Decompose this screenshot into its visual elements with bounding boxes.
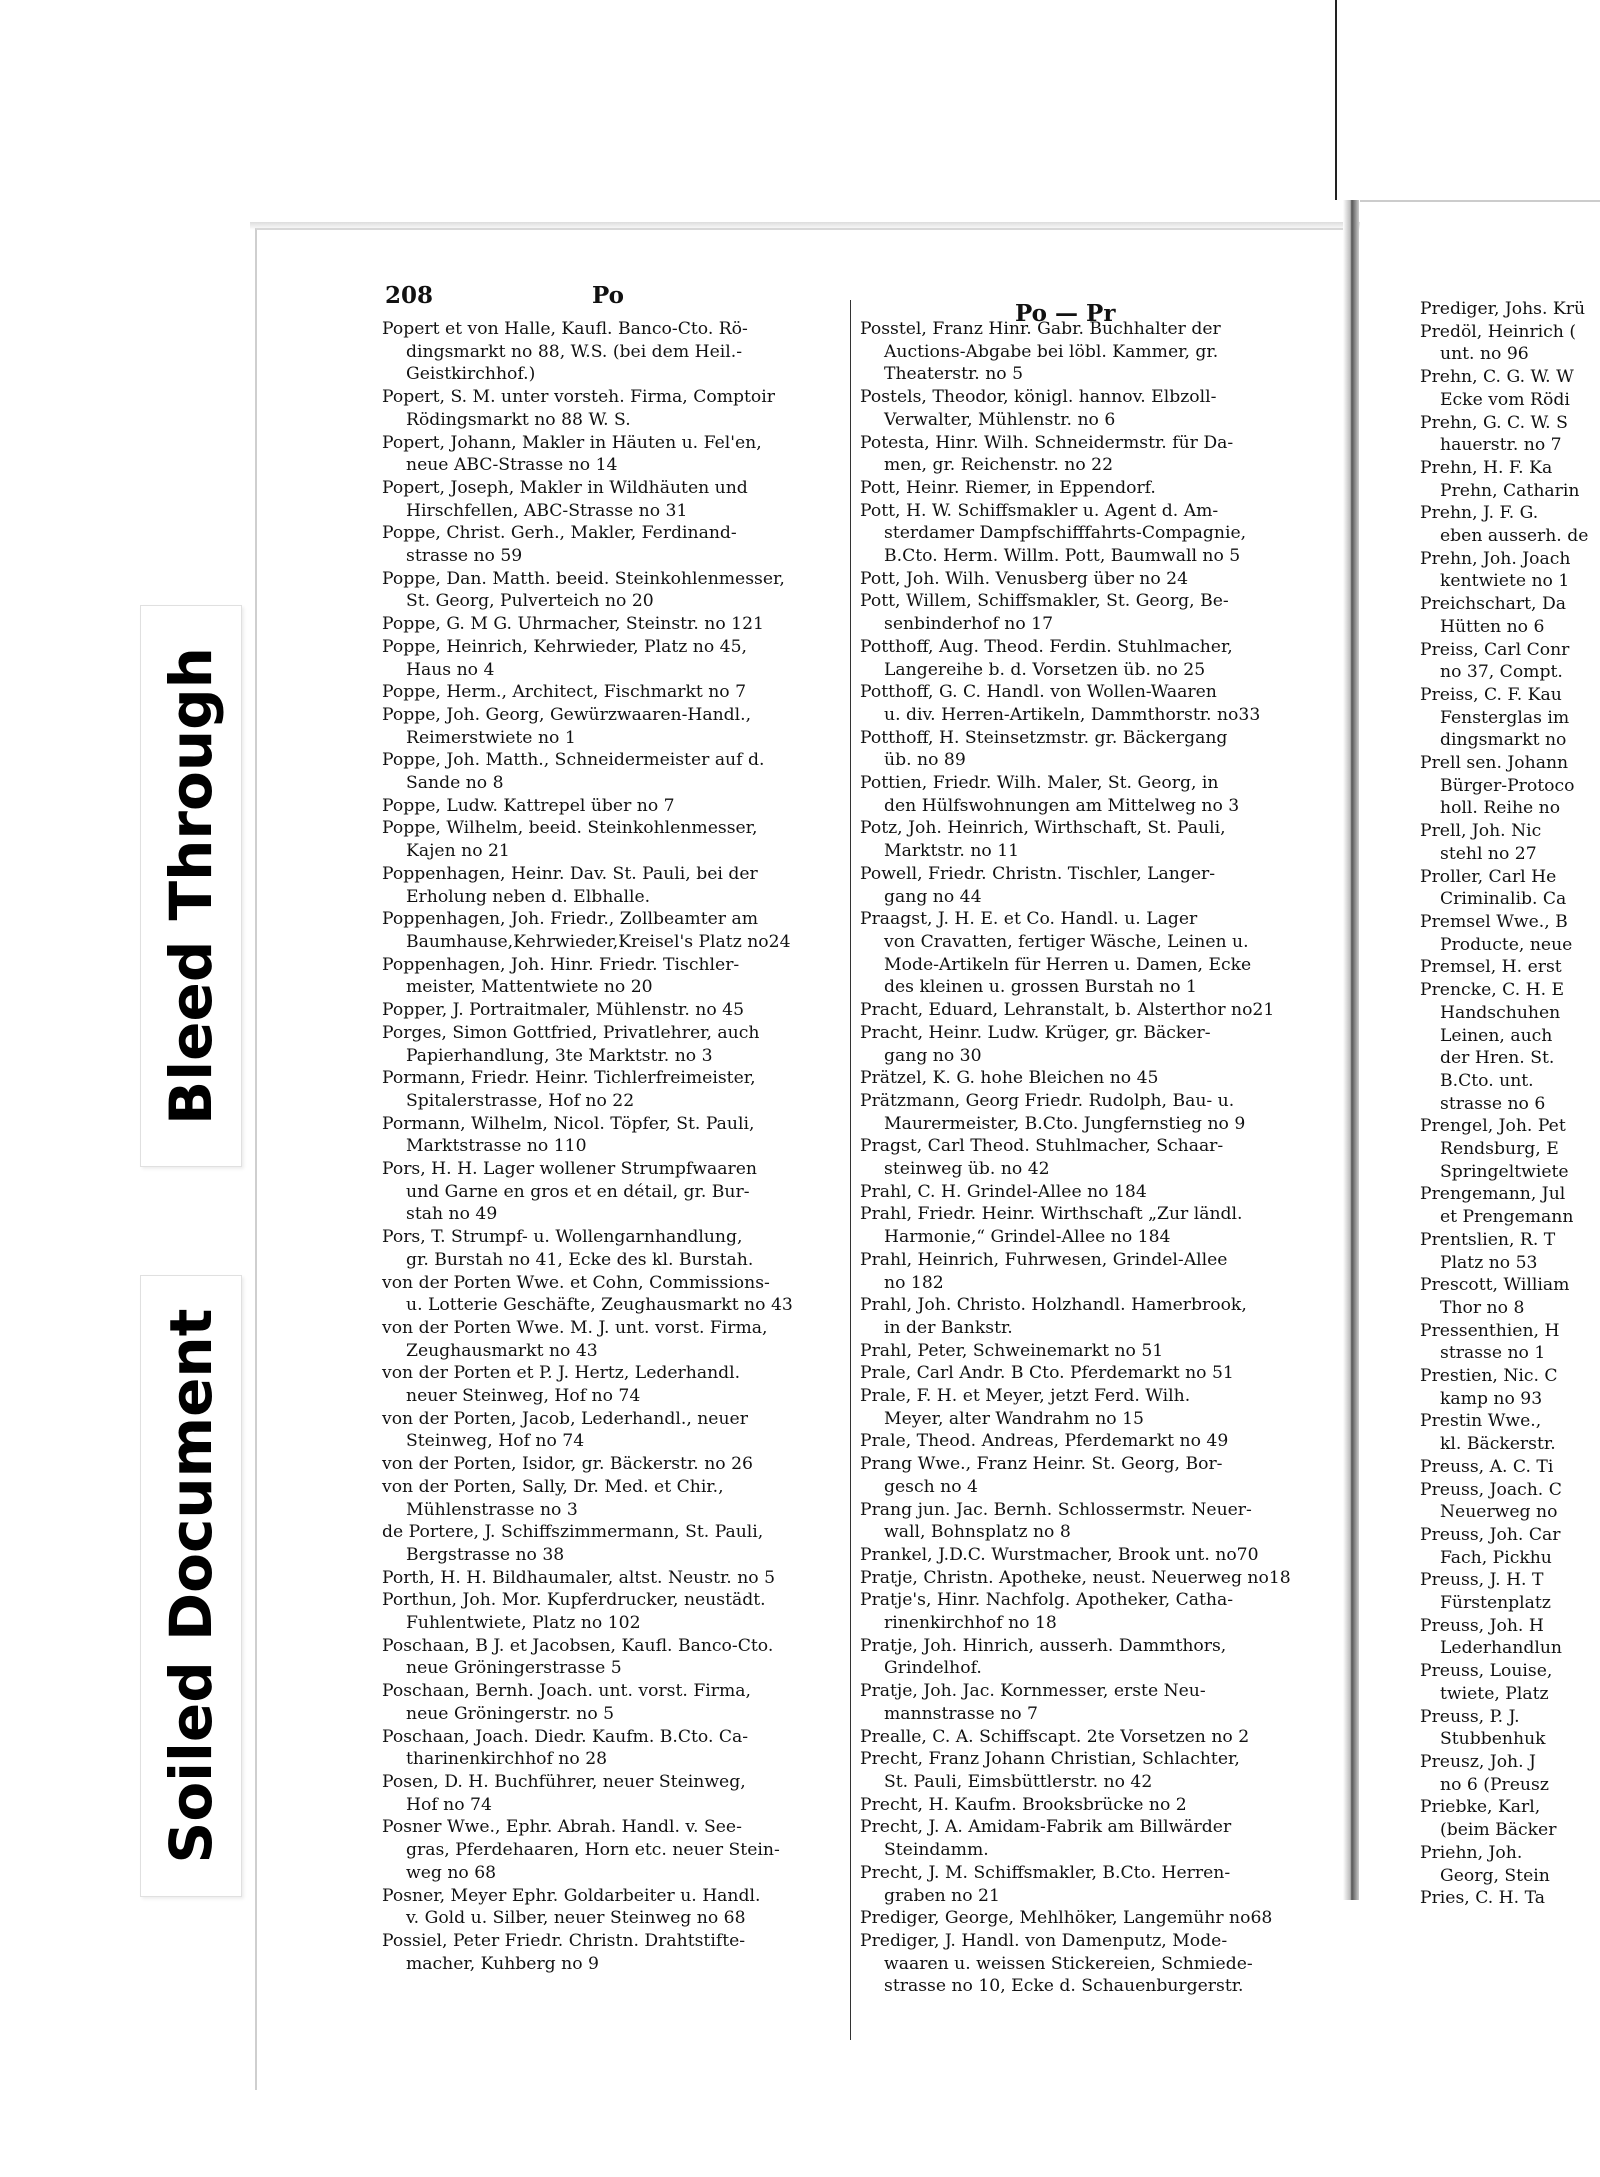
- directory-entry-line: von der Porten, Isidor, gr. Bäckerstr. no 26: [382, 1454, 753, 1475]
- directory-entry-line: Fuhlentwiete, Platz no 102: [406, 1613, 641, 1634]
- directory-entry-line: Theaterstr. no 5: [884, 364, 1024, 385]
- directory-entry-line: neuer Steinweg, Hof no 74: [406, 1386, 641, 1407]
- directory-entry-line: Pratje's, Hinr. Nachfolg. Apotheker, Catha-: [860, 1590, 1234, 1611]
- directory-entry-line: Pott, Joh. Wilh. Venusberg über no 24: [860, 568, 1189, 589]
- directory-entry-line: Potthoff, G. C. Handl. von Wollen-Waaren: [860, 682, 1217, 703]
- directory-entry-line: Preuss, Joh. H: [1420, 1615, 1544, 1636]
- directory-entry-line: Hof no 74: [406, 1794, 492, 1815]
- directory-entry-line: Bürger-Protoco: [1440, 775, 1575, 796]
- directory-entry-line: Pormann, Friedr. Heinr. Tichlerfreimeister,: [382, 1068, 756, 1089]
- directory-entry-line: Popper, J. Portraitmaler, Mühlenstr. no 45: [382, 1000, 745, 1021]
- directory-entry-line: dingsmarkt no: [1440, 730, 1567, 751]
- directory-entry-line: B.Cto. unt.: [1440, 1070, 1534, 1091]
- left-column: [382, 318, 882, 1975]
- directory-entry-line: Posen, D. H. Buchführer, neuer Steinweg,: [382, 1772, 746, 1792]
- directory-entry-line: von der Porten, Jacob, Lederhandl., neuer: [382, 1408, 748, 1429]
- directory-entry-line: Prätzmann, Georg Friedr. Rudolph, Bau- u.: [860, 1090, 1235, 1111]
- directory-entry-line: Preichschart, Da: [1420, 594, 1566, 615]
- directory-entry-line: mannstrasse no 7: [884, 1703, 1038, 1724]
- directory-entry-line: Praagst, J. H. E. et Co. Handl. u. Lager: [860, 909, 1198, 930]
- directory-entry-line: Mühlenstrasse no 3: [406, 1499, 578, 1520]
- directory-entry-line: et Prengemann: [1440, 1207, 1574, 1228]
- directory-entry-line: no 182: [884, 1272, 944, 1293]
- directory-entry-line: Pors, H. H. Lager wollener Strumpfwaaren: [382, 1159, 757, 1180]
- directory-entry-line: Steinweg, Hof no 74: [406, 1431, 585, 1452]
- directory-entry-line: Bergstrasse no 38: [406, 1544, 565, 1565]
- directory-entry-line: Ecke vom Rödi: [1440, 389, 1570, 410]
- directory-entry-line: Hirschfellen, ABC-Strasse no 31: [406, 500, 688, 521]
- directory-entry-line: Pratje, Joh. Hinrich, ausserh. Dammthors,: [860, 1635, 1227, 1656]
- bleed-through-stamp: [140, 605, 242, 1167]
- directory-entry-line: Preiss, Carl Conr: [1420, 639, 1570, 660]
- directory-entry-line: Pors, T. Strumpf- u. Wollengarnhandlung,: [382, 1227, 743, 1248]
- directory-entry-line: den Hülfswohnungen am Mittelweg no 3: [884, 795, 1240, 816]
- directory-entry-line: B.Cto. Herm. Willm. Pott, Baumwall no 5: [884, 546, 1241, 567]
- directory-entry-line: Pratje, Christn. Apotheke, neust. Neuerweg no18: [860, 1567, 1291, 1588]
- soiled-document-label: Soiled Document: [157, 1308, 225, 1864]
- directory-entry-line: Proller, Carl He: [1420, 866, 1557, 887]
- directory-entry-line: Mode-Artikeln für Herren u. Damen, Ecke: [884, 954, 1252, 975]
- directory-entry-line: Precht, Franz Johann Christian, Schlachter,: [860, 1749, 1240, 1770]
- directory-entry-line: Prell, Joh. Nic: [1420, 821, 1542, 842]
- directory-entry-line: (beim Bäcker: [1440, 1820, 1557, 1841]
- directory-entry-line: macher, Kuhberg no 9: [406, 1953, 599, 1974]
- directory-entry-line: Popert et von Halle, Kaufl. Banco-Cto. Rö-: [382, 319, 748, 339]
- directory-entry-line: tharinenkirchhof no 28: [406, 1749, 608, 1770]
- directory-entry-line: Verwalter, Mühlenstr. no 6: [884, 409, 1116, 430]
- bleed-through-label: Bleed Through: [157, 647, 225, 1125]
- directory-entry-line: Prale, Carl Andr. B Cto. Pferdemarkt no 51: [860, 1363, 1234, 1384]
- directory-entry-line: Pragst, Carl Theod. Stuhlmacher, Schaar-: [860, 1136, 1224, 1157]
- directory-entry-line: Hütten no 6: [1440, 616, 1545, 637]
- directory-entry-line: Pott, Willem, Schiffsmakler, St. Georg, Be-: [860, 591, 1229, 612]
- directory-entry-line: Auctions-Abgabe bei löbl. Kammer, gr.: [884, 341, 1219, 362]
- directory-entry-line: strasse no 1: [1440, 1343, 1546, 1364]
- directory-entry-line: Porth, H. H. Bildhaumaler, altst. Neustr. no 5: [382, 1567, 776, 1588]
- directory-entry-line: Lederhandlun: [1440, 1638, 1562, 1659]
- directory-entry-line: Poppe, Joh. Georg, Gewürzwaaren-Handl.,: [382, 704, 752, 725]
- directory-entry-line: senbinderhof no 17: [884, 614, 1054, 635]
- directory-entry-line: wall, Bohnsplatz no 8: [884, 1522, 1071, 1543]
- directory-entry-line: Prengemann, Jul: [1420, 1184, 1566, 1205]
- directory-entry-line: Prestin Wwe.,: [1420, 1411, 1542, 1432]
- next-page-column: [1420, 298, 1600, 1910]
- directory-entry-line: Sande no 8: [406, 773, 504, 794]
- directory-entry-line: Prestien, Nic. C: [1420, 1366, 1558, 1387]
- directory-entry-line: strasse no 59: [406, 546, 523, 567]
- directory-entry-line: Marktstrasse no 110: [406, 1136, 587, 1157]
- directory-entry-line: Popert, Joseph, Makler in Wildhäuten und: [382, 477, 748, 498]
- directory-entry-line: Porthun, Joh. Mor. Kupferdrucker, neustädt.: [382, 1590, 766, 1611]
- directory-entry-line: Poppenhagen, Joh. Hinr. Friedr. Tischler-: [382, 954, 740, 975]
- directory-entry-line: stah no 49: [406, 1204, 498, 1225]
- directory-entry-line: Premsel, H. erst: [1420, 957, 1562, 978]
- directory-entry-line: Prahl, C. H. Grindel-Allee no 184: [860, 1181, 1147, 1202]
- directory-entry-line: Poppenhagen, Joh. Friedr., Zollbeamter am: [382, 909, 759, 930]
- directory-entry-line: men, gr. Reichenstr. no 22: [884, 455, 1113, 476]
- directory-entry-line: Precht, J. A. Amidam-Fabrik am Billwärder: [860, 1817, 1232, 1838]
- soiled-document-stamp: [140, 1275, 242, 1897]
- directory-entry-line: der Hren. St.: [1440, 1048, 1555, 1069]
- page-gutter: [1343, 200, 1359, 1900]
- book-binding-edge: [1275, 0, 1337, 200]
- directory-entry-line: Porges, Simon Gottfried, Privatlehrer, auch: [382, 1022, 760, 1043]
- directory-entry-line: Prealle, C. A. Schiffscapt. 2te Vorsetzen no 2: [860, 1726, 1250, 1747]
- directory-entry-line: von der Porten et P. J. Hertz, Lederhandl.: [382, 1363, 741, 1384]
- directory-entry-line: Steindamm.: [884, 1840, 989, 1861]
- directory-entry-line: Reimerstwiete no 1: [406, 727, 576, 748]
- running-header-right: Po — Pr: [1015, 300, 1116, 327]
- directory-entry-line: Poppe, Joh. Matth., Schneidermeister auf d.: [382, 750, 765, 771]
- directory-entry-line: Priehn, Joh.: [1420, 1842, 1523, 1863]
- directory-entry-line: Prang Wwe., Franz Heinr. St. Georg, Bor-: [860, 1454, 1223, 1475]
- directory-entry-line: waaren u. weissen Stickereien, Schmiede-: [884, 1953, 1253, 1974]
- directory-entry-line: weg no 68: [406, 1862, 497, 1883]
- directory-entry-line: Postels, Theodor, königl. hannov. Elbzoll-: [860, 387, 1217, 408]
- directory-entry-line: Poschaan, Bernh. Joach. unt. vorst. Firma,: [382, 1681, 751, 1702]
- directory-entry-line: meister, Mattentwiete no 20: [406, 977, 653, 998]
- directory-entry-line: holl. Reihe no: [1440, 798, 1561, 819]
- directory-entry-line: twiete, Platz: [1440, 1683, 1549, 1704]
- directory-entry-line: Prediger, George, Mehlhöker, Langemühr no68: [860, 1908, 1273, 1929]
- directory-entry-line: Poppe, Dan. Matth. beeid. Steinkohlenmesser,: [382, 568, 785, 589]
- directory-entry-line: Powell, Friedr. Christn. Tischler, Langer-: [860, 863, 1216, 884]
- directory-entry-line: kentwiete no 1: [1440, 571, 1570, 592]
- directory-entry-line: Prang jun. Jac. Bernh. Schlossermstr. Neuer-: [860, 1499, 1252, 1520]
- directory-entry-line: Prehn, H. F. Ka: [1420, 457, 1553, 478]
- directory-entry-line: eben ausserh. de: [1440, 526, 1589, 547]
- directory-entry-line: Prale, Theod. Andreas, Pferdemarkt no 49: [860, 1431, 1229, 1452]
- directory-entry-line: Pracht, Heinr. Ludw. Krüger, gr. Bäcker-: [860, 1022, 1211, 1043]
- directory-entry-line: gang no 30: [884, 1045, 982, 1066]
- directory-entry-line: Prehn, Catharin: [1440, 480, 1580, 501]
- directory-entry-line: Fürstenplatz: [1440, 1593, 1551, 1614]
- directory-entry-line: von Cravatten, fertiger Wäsche, Leinen u.: [884, 931, 1249, 952]
- directory-entry-line: Fach, Pickhu: [1440, 1547, 1552, 1568]
- directory-entry-line: u. div. Herren-Artikeln, Dammthorstr. no33: [884, 704, 1261, 725]
- directory-entry-line: strasse no 6: [1440, 1093, 1546, 1114]
- directory-entry-line: Potesta, Hinr. Wilh. Schneidermstr. für Da-: [860, 432, 1234, 453]
- directory-entry-line: Georg, Stein: [1440, 1865, 1550, 1886]
- directory-entry-line: Possiel, Peter Friedr. Christn. Drahtstifte-: [382, 1930, 746, 1951]
- directory-entry-line: Pott, H. W. Schiffsmakler u. Agent d. Am-: [860, 500, 1219, 521]
- directory-entry-line: Preuss, Joh. Car: [1420, 1524, 1561, 1545]
- directory-entry-line: Springeltwiete: [1440, 1161, 1569, 1182]
- directory-entry-line: Poschaan, Joach. Diedr. Kaufm. B.Cto. Ca-: [382, 1726, 749, 1747]
- directory-entry-line: Geistkirchhof.): [406, 364, 536, 385]
- directory-entry-line: Pratje, Joh. Jac. Kornmesser, erste Neu-: [860, 1681, 1206, 1702]
- directory-entry-line: dingsmarkt no 88, W.S. (bei dem Heil.-: [406, 341, 743, 362]
- directory-entry-line: St. Pauli, Eimsbüttlerstr. no 42: [884, 1772, 1153, 1792]
- directory-entry-line: Poppe, Heinrich, Kehrwieder, Platz no 45,: [382, 636, 747, 657]
- directory-entry-line: Grindelhof.: [884, 1658, 982, 1679]
- directory-entry-line: Preusz, Joh. J: [1420, 1752, 1536, 1772]
- directory-entry-line: Pressenthien, H: [1420, 1320, 1560, 1341]
- directory-entry-line: Meyer, alter Wandrahm no 15: [884, 1408, 1144, 1429]
- directory-entry-line: und Garne en gros et en détail, gr. Bur-: [406, 1181, 750, 1202]
- directory-entry-line: Poppe, Ludw. Kattrepel über no 7: [382, 795, 675, 816]
- directory-entry-line: Prediger, Johs. Krü: [1420, 299, 1586, 319]
- directory-entry-line: Erholung neben d. Elbhalle.: [406, 886, 651, 907]
- directory-entry-line: Poschaan, B J. et Jacobsen, Kaufl. Banco-Cto.: [382, 1635, 774, 1656]
- directory-entry-line: Preuss, P. J.: [1420, 1706, 1520, 1727]
- directory-entry-line: no 37, Compt.: [1440, 662, 1563, 683]
- directory-entry-line: gras, Pferdehaaren, Horn etc. neuer Stein-: [406, 1840, 780, 1861]
- directory-entry-line: Posner, Meyer Ephr. Goldarbeiter u. Handl.: [382, 1885, 761, 1906]
- directory-entry-line: von der Porten Wwe. et Cohn, Commissions-: [382, 1272, 770, 1293]
- directory-entry-line: Haus no 4: [406, 659, 495, 680]
- directory-entry-line: Priebke, Karl,: [1420, 1797, 1541, 1818]
- directory-entry-line: Thor no 8: [1440, 1297, 1525, 1318]
- directory-entry-line: Prahl, Heinrich, Fuhrwesen, Grindel-Allee: [860, 1249, 1228, 1270]
- directory-entry-line: Popert, Johann, Makler in Häuten u. Fel'en,: [382, 432, 762, 453]
- directory-entry-line: gr. Burstah no 41, Ecke des kl. Burstah.: [406, 1249, 754, 1270]
- directory-entry-line: Poppe, G. M G. Uhrmacher, Steinstr. no 121: [382, 614, 764, 635]
- directory-entry-line: Poppe, Christ. Gerh., Makler, Ferdinand-: [382, 523, 737, 544]
- directory-entry-line: Precht, H. Kaufm. Brooksbrücke no 2: [860, 1794, 1187, 1815]
- directory-entry-line: stehl no 27: [1440, 843, 1537, 864]
- directory-entry-line: Prahl, Peter, Schweinemarkt no 51: [860, 1340, 1164, 1361]
- directory-entry-line: Prehn, G. C. W. S: [1420, 412, 1568, 433]
- directory-entry-line: Papierhandlung, 3te Marktstr. no 3: [406, 1045, 713, 1066]
- directory-entry-line: Pries, C. H. Ta: [1420, 1888, 1545, 1909]
- directory-entry-line: des kleinen u. grossen Burstah no 1: [884, 977, 1197, 998]
- page-number: 208: [385, 282, 434, 309]
- directory-entry-line: gesch no 4: [884, 1476, 978, 1497]
- directory-entry-line: Baumhause,Kehrwieder,Kreisel's Platz no24: [406, 931, 791, 952]
- directory-entry-line: Poppenhagen, Heinr. Dav. St. Pauli, bei der: [382, 863, 758, 884]
- directory-entry-line: Rendsburg, E: [1440, 1139, 1559, 1160]
- directory-entry-line: v. Gold u. Silber, neuer Steinweg no 68: [406, 1908, 746, 1929]
- directory-entry-line: hauerstr. no 7: [1440, 435, 1562, 456]
- right-column: [860, 318, 1340, 1998]
- directory-entry-line: Leinen, auch: [1440, 1025, 1553, 1046]
- directory-entry-line: Maurermeister, B.Cto. Jungfernstieg no 9: [884, 1113, 1246, 1134]
- directory-entry-line: rinenkirchhof no 18: [884, 1613, 1057, 1634]
- directory-entry-line: kamp no 93: [1440, 1388, 1543, 1409]
- directory-entry-line: u. Lotterie Geschäfte, Zeughausmarkt no 43: [406, 1295, 793, 1316]
- directory-entry-line: Prale, F. H. et Meyer, jetzt Ferd. Wilh.: [860, 1386, 1191, 1407]
- directory-entry-line: Platz no 53: [1440, 1252, 1538, 1273]
- directory-entry-line: Prahl, Joh. Christo. Holzhandl. Hamerbrook,: [860, 1295, 1247, 1316]
- directory-entry-line: Stubbenhuk: [1440, 1729, 1546, 1750]
- directory-entry-line: Pott, Heinr. Riemer, in Eppendorf.: [860, 477, 1156, 498]
- directory-entry-line: no 6 (Preusz: [1440, 1774, 1549, 1795]
- directory-entry-line: Marktstr. no 11: [884, 841, 1020, 862]
- directory-entry-line: unt. no 96: [1440, 344, 1529, 365]
- directory-entry-line: in der Bankstr.: [884, 1317, 1013, 1338]
- directory-entry-line: gang no 44: [884, 886, 982, 907]
- directory-entry-line: Prätzel, K. G. hohe Bleichen no 45: [860, 1068, 1159, 1089]
- directory-entry-line: Prehn, Joh. Joach: [1420, 548, 1571, 569]
- directory-entry-line: Posner Wwe., Ephr. Abrah. Handl. v. See-: [382, 1817, 742, 1838]
- directory-entry-line: Prahl, Friedr. Heinr. Wirthschaft „Zur ländl.: [860, 1204, 1243, 1225]
- directory-entry-line: Prescott, William: [1420, 1275, 1570, 1296]
- directory-entry-line: Zeughausmarkt no 43: [406, 1340, 598, 1361]
- directory-entry-line: Rödingsmarkt no 88 W. S.: [406, 409, 631, 430]
- directory-entry-line: Prengel, Joh. Pet: [1420, 1116, 1566, 1137]
- directory-entry-line: Langereihe b. d. Vorsetzen üb. no 25: [884, 659, 1206, 680]
- directory-entry-line: strasse no 10, Ecke d. Schauenburgerstr.: [884, 1976, 1244, 1997]
- directory-entry-line: Neuerweg no: [1440, 1502, 1558, 1523]
- directory-entry-line: Premsel Wwe., B: [1420, 911, 1568, 932]
- directory-entry-line: von der Porten Wwe. M. J. unt. vorst. Firma,: [382, 1317, 768, 1338]
- directory-entry-line: Poppe, Herm., Architect, Fischmarkt no 7: [382, 682, 747, 703]
- running-header-left: Po: [592, 282, 625, 309]
- directory-entry-line: Posstel, Franz Hinr. Gabr. Buchhalter der: [860, 319, 1221, 339]
- directory-entry-line: Potz, Joh. Heinrich, Wirthschaft, St. Pauli,: [860, 818, 1226, 839]
- directory-entry-line: Spitalerstrasse, Hof no 22: [406, 1090, 635, 1111]
- directory-entry-line: Criminalib. Ca: [1440, 889, 1567, 910]
- directory-entry-line: de Portere, J. Schiffszimmermann, St. Pauli,: [382, 1522, 764, 1543]
- directory-entry-line: Precht, J. M. Schiffsmakler, B.Cto. Herren-: [860, 1862, 1231, 1883]
- directory-entry-line: Pottien, Friedr. Wilh. Maler, St. Georg, in: [860, 773, 1219, 794]
- directory-entry-line: Preuss, J. H. T: [1420, 1570, 1544, 1591]
- directory-entry-line: Fensterglas im: [1440, 707, 1570, 728]
- directory-entry-line: Prentslien, R. T: [1420, 1229, 1556, 1250]
- directory-entry-line: Preuss, Joach. C: [1420, 1479, 1562, 1500]
- directory-entry-line: sterdamer Dampfschifffahrts-Compagnie,: [884, 523, 1247, 544]
- directory-entry-line: Prehn, J. F. G.: [1420, 503, 1539, 524]
- directory-entry-line: Prankel, J.D.C. Wurstmacher, Brook unt. no70: [860, 1544, 1259, 1565]
- directory-entry-line: von der Porten, Sally, Dr. Med. et Chir.,: [382, 1476, 724, 1497]
- directory-entry-line: Popert, S. M. unter vorsteh. Firma, Comptoir: [382, 387, 775, 408]
- directory-entry-line: Potthoff, H. Steinsetzmstr. gr. Bäckergang: [860, 727, 1228, 748]
- directory-entry-line: Producte, neue: [1440, 934, 1573, 955]
- directory-entry-line: neue Gröningerstr. no 5: [406, 1703, 615, 1724]
- directory-entry-line: Preuss, Louise,: [1420, 1661, 1553, 1682]
- directory-entry-line: graben no 21: [884, 1885, 1000, 1906]
- directory-entry-line: Prehn, C. G. W. W: [1420, 367, 1574, 388]
- directory-entry-line: Pormann, Wilhelm, Nicol. Töpfer, St. Pauli,: [382, 1113, 755, 1134]
- directory-entry-line: Poppe, Wilhelm, beeid. Steinkohlenmesser,: [382, 818, 758, 839]
- directory-entry-line: Prediger, J. Handl. von Damenputz, Mode-: [860, 1930, 1228, 1951]
- directory-entry-line: Preiss, C. F. Kau: [1420, 684, 1562, 705]
- directory-entry-line: neue ABC-Strasse no 14: [406, 455, 618, 476]
- directory-entry-line: Harmonie,“ Grindel-Allee no 184: [884, 1227, 1171, 1248]
- directory-entry-line: Prencke, C. H. E: [1420, 980, 1565, 1001]
- directory-entry-line: St. Georg, Pulverteich no 20: [406, 591, 654, 612]
- directory-entry-line: neue Gröningerstrasse 5: [406, 1658, 622, 1679]
- directory-entry-line: üb. no 89: [884, 750, 966, 771]
- directory-entry-line: Prell sen. Johann: [1420, 753, 1569, 774]
- directory-entry-line: Preuss, A. C. Ti: [1420, 1456, 1554, 1477]
- directory-entry-line: Pracht, Eduard, Lehranstalt, b. Alsterthor no21: [860, 1000, 1275, 1021]
- directory-entry-line: steinweg üb. no 42: [884, 1159, 1050, 1180]
- directory-entry-line: Potthoff, Aug. Theod. Ferdin. Stuhlmacher,: [860, 636, 1233, 657]
- directory-entry-line: kl. Bäckerstr.: [1440, 1434, 1556, 1455]
- directory-entry-line: Kajen no 21: [406, 841, 510, 862]
- directory-entry-line: Handschuhen: [1440, 1002, 1561, 1023]
- directory-entry-line: Predöl, Heinrich (: [1420, 321, 1577, 342]
